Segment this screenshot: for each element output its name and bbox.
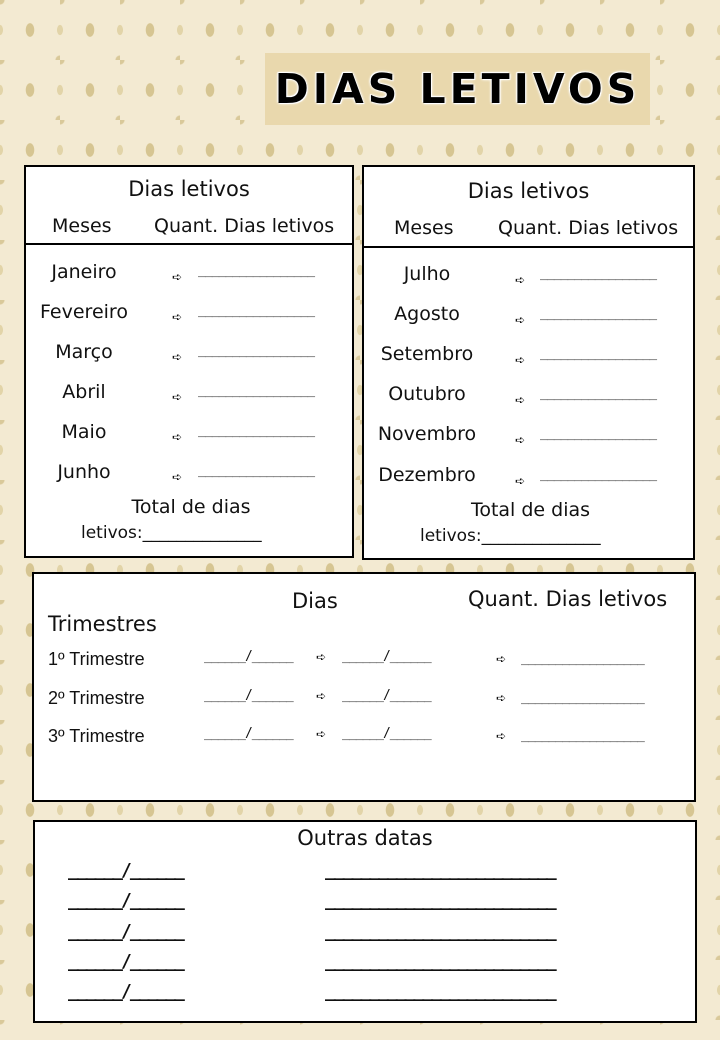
days-blank[interactable]: _________________ [198, 343, 315, 358]
arrow-icon: ➪ [172, 310, 183, 324]
qty-blank[interactable]: __________________ [521, 651, 644, 666]
end-date-blank[interactable]: ______/______ [342, 688, 431, 703]
month-label: Agosto [394, 303, 460, 325]
other-dates-header: Outras datas [297, 826, 433, 850]
trimesters-col-qty: Quant. Dias letivos [468, 587, 668, 611]
month-label: Janeiro [51, 261, 117, 283]
arrow-icon: ➪ [172, 350, 183, 364]
start-date-blank[interactable]: ______/______ [204, 649, 293, 664]
end-date-blank[interactable]: ______/______ [342, 649, 431, 664]
days-blank[interactable]: _________________ [540, 346, 657, 361]
arrow-icon: ➪ [316, 650, 327, 664]
start-date-blank[interactable]: ______/______ [204, 688, 293, 703]
trimester-label: 3º Trimestre [48, 726, 145, 746]
semester2-col-months: Meses [394, 217, 454, 239]
description-blank[interactable]: __________________________ [325, 921, 555, 942]
month-label: Dezembro [378, 464, 476, 486]
date-blank[interactable]: ______/______ [68, 981, 183, 1002]
description-blank[interactable]: __________________________ [325, 890, 555, 911]
end-date-blank[interactable]: ______/______ [342, 726, 431, 741]
semester2-panel [362, 165, 695, 560]
semester1-col-days: Quant. Dias letivos [154, 215, 335, 237]
month-label: Fevereiro [40, 301, 128, 323]
arrow-icon: ➪ [172, 470, 183, 484]
start-date-blank[interactable]: ______/______ [204, 726, 293, 741]
semester1-total-label: Total de dias [131, 496, 251, 518]
arrow-icon: ➪ [316, 689, 327, 703]
arrow-icon: ➪ [496, 652, 507, 666]
arrow-icon: ➪ [515, 393, 526, 407]
trimesters-panel [32, 572, 696, 802]
title-banner [265, 53, 650, 125]
description-blank[interactable]: __________________________ [325, 981, 555, 1002]
days-blank[interactable]: _________________ [198, 263, 315, 278]
semester2-divider [364, 246, 693, 248]
arrow-icon: ➪ [515, 313, 526, 327]
month-label: Maio [61, 421, 107, 443]
trimester-label: 2º Trimestre [48, 688, 145, 708]
qty-blank[interactable]: __________________ [521, 690, 644, 705]
days-blank[interactable]: _________________ [198, 383, 315, 398]
description-blank[interactable]: __________________________ [325, 951, 555, 972]
arrow-icon: ➪ [172, 430, 183, 444]
arrow-icon: ➪ [515, 273, 526, 287]
arrow-icon: ➪ [496, 729, 507, 743]
days-blank[interactable]: _________________ [540, 266, 657, 281]
page-title: DIAS LETIVOS [274, 65, 641, 113]
month-label: Março [55, 341, 113, 363]
month-label: Abril [62, 381, 106, 403]
trimester-label: 1º Trimestre [48, 649, 145, 669]
arrow-icon: ➪ [316, 727, 327, 741]
arrow-icon: ➪ [515, 474, 526, 488]
date-blank[interactable]: ______/______ [68, 860, 183, 881]
arrow-icon: ➪ [496, 691, 507, 705]
semester1-total-field[interactable]: letivos:______________ [81, 523, 262, 543]
semester2-total-label: Total de dias [470, 499, 591, 521]
date-blank[interactable]: ______/______ [68, 890, 183, 911]
month-label: Outubro [388, 383, 466, 405]
description-blank[interactable]: __________________________ [325, 860, 555, 881]
days-blank[interactable]: _________________ [540, 386, 657, 401]
semester1-divider [26, 243, 352, 245]
days-blank[interactable]: _________________ [198, 423, 315, 438]
days-blank[interactable]: _________________ [540, 306, 657, 321]
semester2-col-days: Quant. Dias letivos [498, 217, 679, 239]
semester1-col-months: Meses [52, 215, 112, 237]
arrow-icon: ➪ [172, 390, 183, 404]
month-label: Julho [403, 263, 451, 285]
semester1-header: Dias letivos [128, 177, 250, 201]
month-label: Junho [57, 461, 111, 483]
days-blank[interactable]: _________________ [198, 303, 315, 318]
month-label: Setembro [380, 343, 474, 365]
semester2-header: Dias letivos [467, 179, 590, 203]
days-blank[interactable]: _________________ [540, 426, 657, 441]
qty-blank[interactable]: __________________ [521, 728, 644, 743]
days-blank[interactable]: _________________ [198, 463, 315, 478]
other-dates-panel [33, 820, 697, 1023]
arrow-icon: ➪ [172, 270, 183, 284]
arrow-icon: ➪ [515, 353, 526, 367]
date-blank[interactable]: ______/______ [68, 921, 183, 942]
arrow-icon: ➪ [515, 433, 526, 447]
date-blank[interactable]: ______/______ [68, 951, 183, 972]
month-label: Novembro [377, 423, 477, 445]
trimesters-col-days: Dias [292, 589, 338, 613]
trimesters-label: Trimestres [48, 612, 157, 636]
days-blank[interactable]: _________________ [540, 467, 657, 482]
semester2-total-field[interactable]: letivos:______________ [420, 526, 601, 546]
semester1-panel [24, 165, 354, 558]
